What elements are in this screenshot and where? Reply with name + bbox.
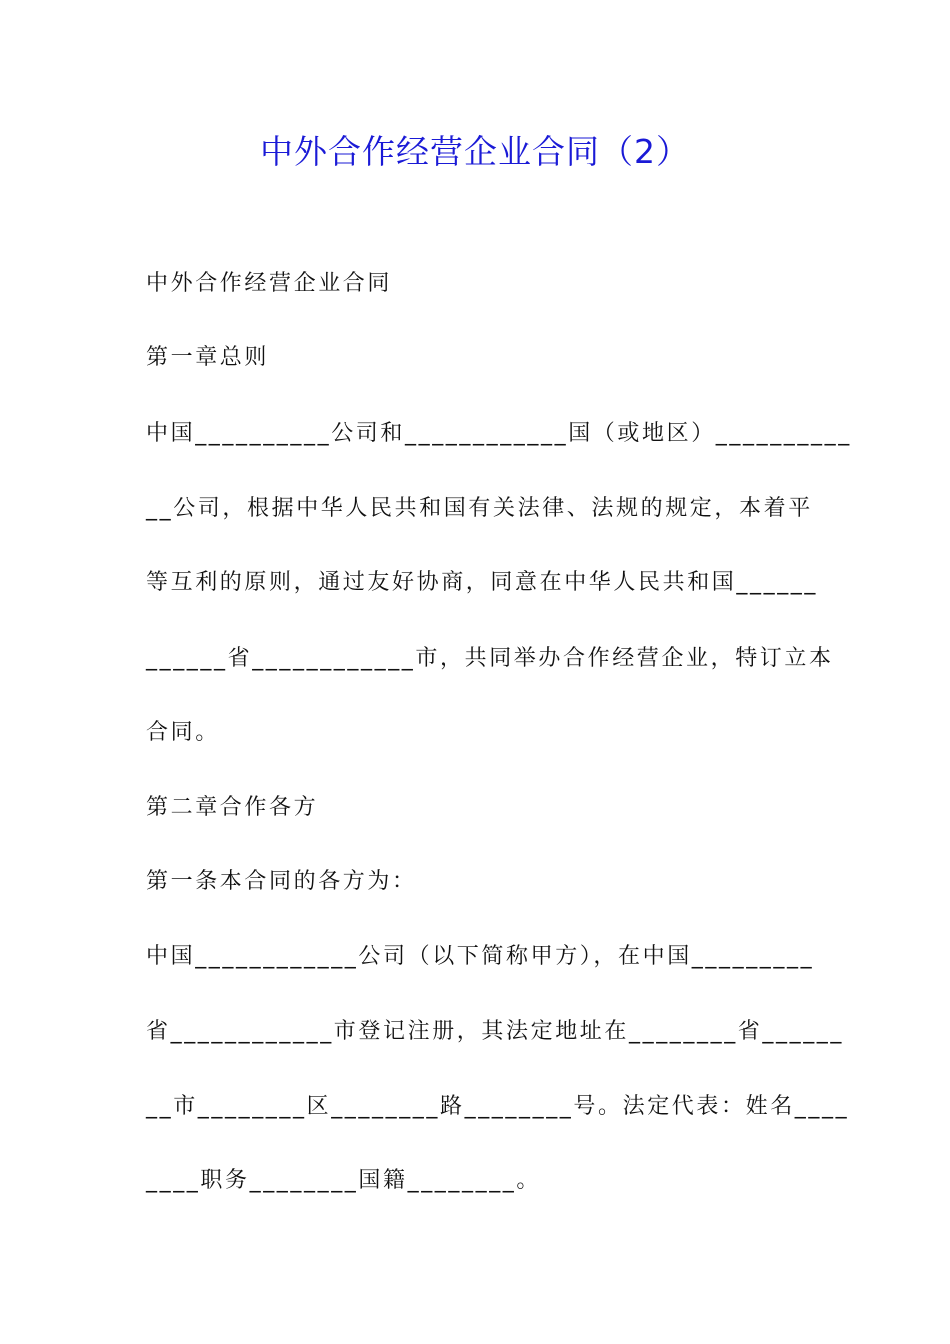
body-line: 省____________市登记注册，其法定地址在________省______ [146,1019,845,1044]
body-line: 中外合作经营企业合同 [146,271,393,296]
body-line: ____职务________国籍________。 [146,1168,542,1193]
body-line: 第一条本合同的各方为： [146,869,417,894]
body-line: 第二章合作各方 [146,795,319,820]
body-line: ______省____________市，共同举办合作经营企业，特订立本 [146,646,834,671]
body-line: 中国__________公司和____________国（或地区）__________ [146,421,852,446]
body-line: 合同。 [146,720,220,745]
body-line: 第一章总则 [146,345,270,370]
document-title: 中外合作经营企业合同（2） [260,132,690,171]
body-line: __市________区________路________号。法定代表：姓名____ [146,1094,850,1119]
body-line: __公司，根据中华人民共和国有关法律、法规的规定，本着平 [146,496,813,521]
body-line: 中国____________公司（以下简称甲方），在中国_________ [146,944,815,969]
body-line: 等互利的原则，通过友好协商，同意在中华人民共和国______ [146,570,819,595]
